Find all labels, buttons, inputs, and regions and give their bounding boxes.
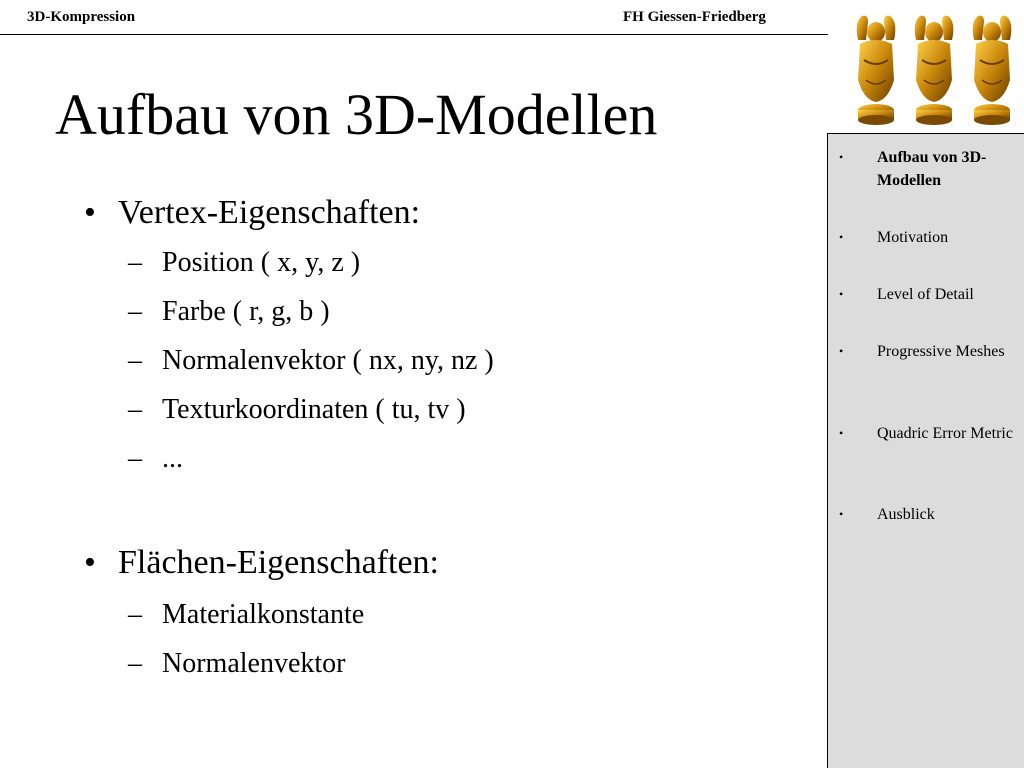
sub-bullet-label: Normalenvektor ( nx, ny, nz ): [162, 345, 494, 376]
bullet-mark: •: [839, 507, 844, 521]
sidebar-item-label: Progressive Meshes: [877, 343, 1005, 360]
sidebar-item-label: Quadric Error Metric: [877, 425, 1013, 442]
bullet-mark: •: [839, 426, 844, 440]
header-divider: [0, 34, 828, 35]
sidebar-item-label: Level of Detail: [877, 286, 974, 303]
sidebar-item-label: Motivation: [877, 229, 949, 246]
bullet-label: Vertex-Eigenschaften:: [118, 194, 421, 231]
bullet-mark: •: [839, 344, 844, 358]
sub-bullet-mark: –: [128, 599, 142, 630]
bullet-mark: •: [839, 287, 844, 301]
sub-bullet-label: Farbe ( r, g, b ): [162, 296, 330, 327]
buddha-statue-models-icon: [848, 10, 1020, 130]
sub-bullet-label: Texturkoordinaten ( tu, tv ): [162, 394, 466, 425]
bullet-mark: •: [839, 150, 844, 164]
bullet-mark: •: [839, 230, 844, 244]
bullet-mark: •: [84, 194, 96, 231]
sub-bullet-mark: –: [128, 648, 142, 679]
sidebar-agenda: [827, 133, 1024, 768]
slide-title: Aufbau von 3D-Modellen: [55, 82, 658, 147]
sub-bullet-label: Normalenvektor: [162, 648, 346, 679]
sub-bullet-label: Position ( x, y, z ): [162, 247, 361, 278]
sub-bullet-label: ...: [162, 443, 183, 474]
sub-bullet-mark: –: [128, 247, 142, 278]
header-institution: FH Giessen-Friedberg: [623, 9, 766, 25]
header-course: 3D-Kompression: [27, 9, 136, 25]
sidebar-item-label: Aufbau von 3D-Modellen: [877, 149, 987, 189]
buddha-statue: [857, 16, 896, 125]
sub-bullet-label: Materialkonstante: [162, 599, 365, 630]
sub-bullet-mark: –: [128, 394, 142, 425]
bullet-mark: •: [84, 544, 96, 581]
sub-bullet-mark: –: [128, 296, 142, 327]
sub-bullet-mark: –: [128, 345, 142, 376]
sidebar-item-label: Ausblick: [877, 506, 935, 523]
sub-bullet-mark: –: [128, 443, 142, 474]
bullet-label: Flächen-Eigenschaften:: [118, 544, 439, 581]
